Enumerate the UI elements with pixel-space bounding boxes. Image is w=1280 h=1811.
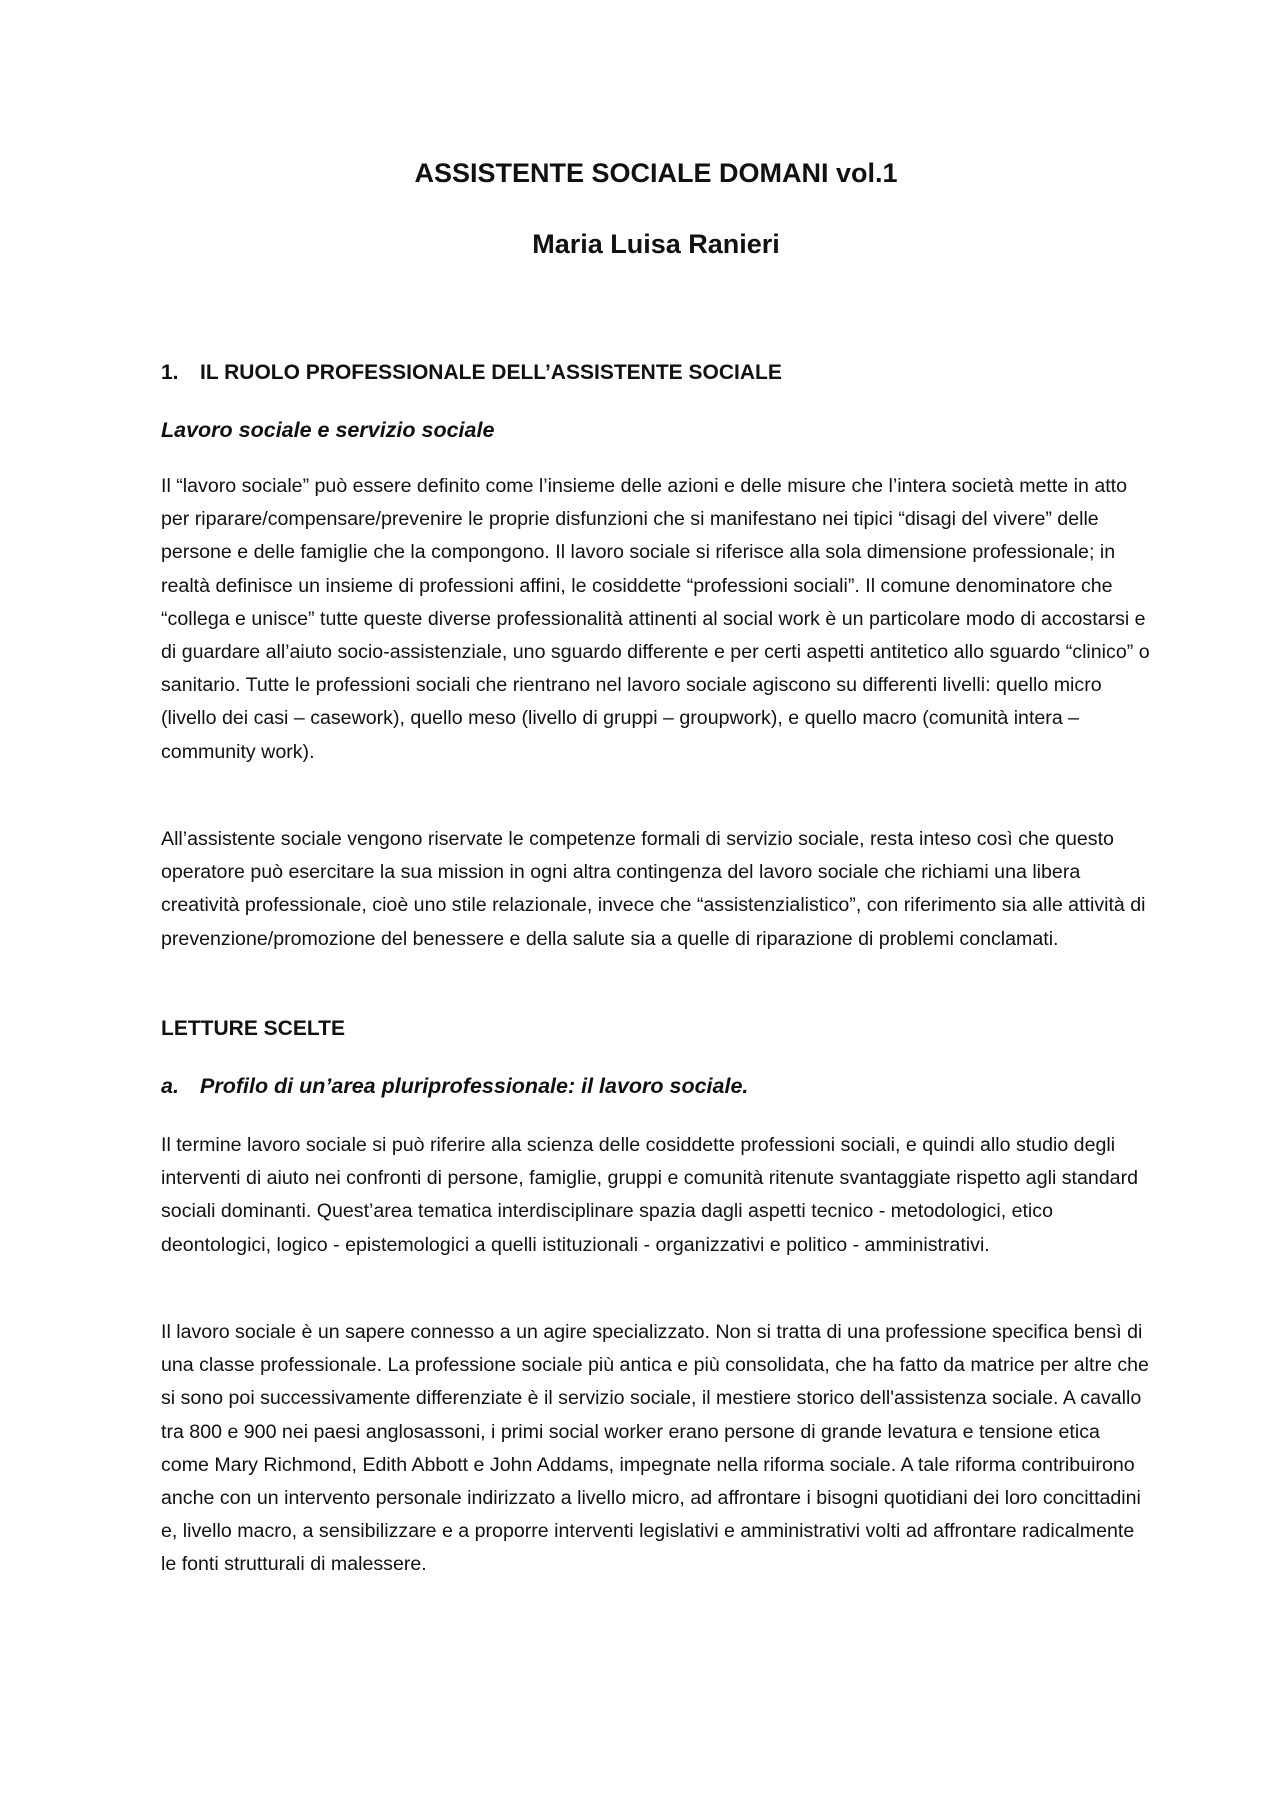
paragraph-4: Il lavoro sociale è un sapere connesso a un agire specializzato. Non si tratta di una professione specifica bensì di una classe professionale. La professione sociale più antica e più consolidata, che ha fatto da matrice per altre che si sono poi successivamente differenziate è il servizio sociale, il mestiere storico dell'assistenza sociale. A cavallo tra 800 e 900 nei paesi anglosassoni, i primi social worker erano persone di grande levatura e tensione etica come Mary Richmond, Edith Abbott e John Addams, impegnate nella riforma sociale. A tale riforma contribuirono anche con un intervento personale indirizzato a livello micro, ad affrontare i bisogni quotidiani dei loro concittadini e, livello macro, a sensibilizzare e a proporre interventi legislativi e amministrativi volti ad affrontare radicalmente le fonti strutturali di malessere. <box>161 1321 1149 1576</box>
subheading-letter: a. <box>161 1074 179 1098</box>
subheading-profilo-text: Profilo di un’area pluriprofessionale: il lavoro sociale. <box>200 1074 749 1098</box>
document-title: ASSISTENTE SOCIALE DOMANI vol.1 <box>414 158 898 188</box>
paragraph-2: All’assistente sociale vengono riservate le competenze formali di servizio sociale, resta inteso così che questo operatore può esercitare la sua mission in ogni altra contingenza del lavoro sociale che richiami una libera creatività professionale, cioè uno stile relazionale, invece che “assistenzialistico”, con riferimento sia alle attività di prevenzione/promozione del benessere e della salute sia a quelle di riparazione di problemi conclamati. <box>161 828 1146 950</box>
paragraph-1: Il “lavoro sociale” può essere definito come l’insieme delle azioni e delle misure che l’intera società mette in atto per riparare/compensare/prevenire le proprie disfunzioni che si manifestano nei tipici “disagi del vivere” delle persone e delle famiglie che la compongono. Il lavoro sociale si riferisce alla sola dimensione professionale; in realtà definisce un insieme di professioni affini, le cosiddette “professioni sociali”. Il comune denominatore che “collega e unisce” tutte queste diverse professionalità attinenti al social work è un particolare modo di accostarsi e di guardare all’aiuto socio-assistenziale, uno sguardo differente e per certi aspetti antitetico allo sguardo “clinico” o sanitario. Tutte le professioni sociali che rientrano nel lavoro sociale agiscono su differenti livelli: quello micro (livello dei casi – casework), quello meso (livello di gruppi – groupwork), e quello macro (comunità intera – community work). <box>161 475 1150 763</box>
subheading-lavoro-sociale: Lavoro sociale e servizio sociale <box>161 418 495 442</box>
paragraph-3: Il termine lavoro sociale si può riferire alla scienza delle cosiddette professioni sociali, e quindi allo studio degli interventi di aiuto nei confronti di persone, famiglie, gruppi e comunità ritenute svantaggiate rispetto agli standard sociali dominanti. Quest’area tematica interdisciplinare spazia dagli aspetti tecnico - metodologici, etico deontologici, logico - epistemologici a quelli istituzionali - organizzativi e politico - amministrativi. <box>161 1134 1138 1256</box>
letture-scelte-heading: LETTURE SCELTE <box>161 1017 345 1040</box>
subheading-profilo <box>161 1073 748 1099</box>
section-heading <box>161 360 782 386</box>
document-author: Maria Luisa Ranieri <box>532 229 780 259</box>
section-heading-text: IL RUOLO PROFESSIONALE DELL’ASSISTENTE SOCIALE <box>200 361 782 384</box>
section-number: 1. <box>161 361 179 384</box>
